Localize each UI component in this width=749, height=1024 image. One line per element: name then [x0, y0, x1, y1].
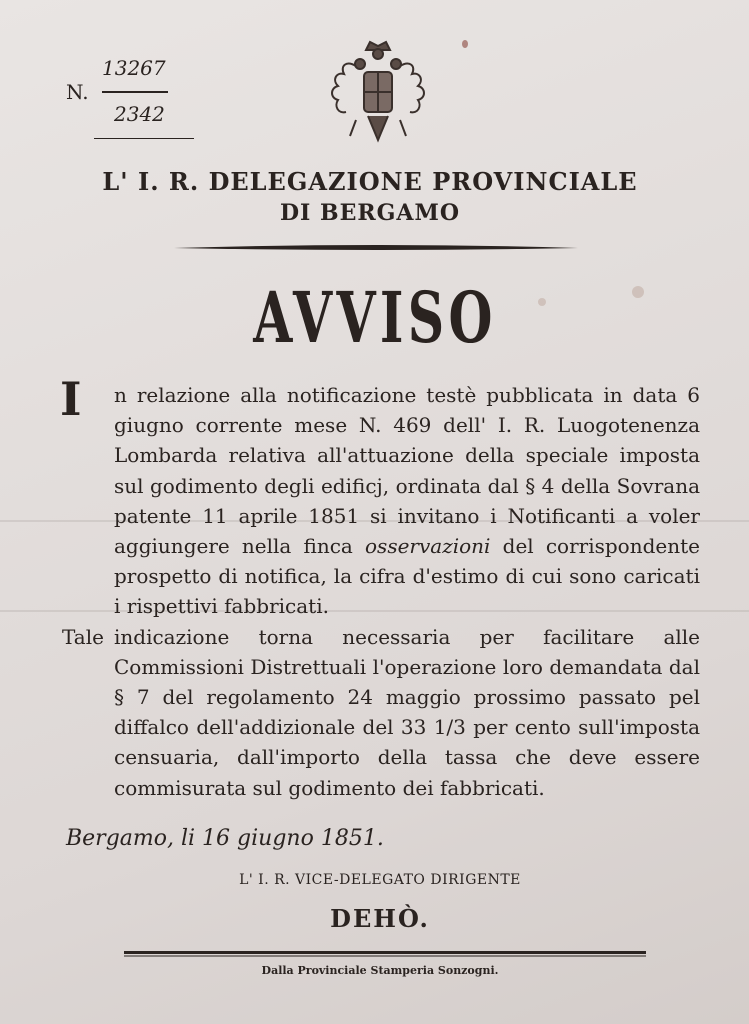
reference-denominator: 2342 [114, 102, 165, 126]
paragraph-2-lead: Tale [62, 624, 104, 649]
reference-prefix: N. [66, 80, 89, 104]
paragraph-1-end: del corrispondente prospetto di notifica, la cifra d'estimo di cui sono caricati i rispettivi fabbricati. [114, 534, 700, 619]
reference-underline [94, 138, 194, 139]
notice-body [60, 372, 700, 803]
issuing-authority [40, 166, 700, 228]
paragraph-2 [60, 622, 700, 803]
paper-stain [462, 40, 468, 48]
printer-imprint: Dalla Provinciale Stamperia Sonzogni. [261, 964, 499, 977]
paragraph-1-italic: osservazioni [365, 534, 491, 559]
reference-number [66, 56, 196, 146]
reference-fraction-rule [102, 91, 168, 93]
header-line-2: DI BERGAMO [279, 200, 461, 226]
paragraph-1 [60, 372, 700, 622]
header-ornamental-rule [172, 243, 580, 253]
official-title: L' I. R. VICE-DELEGATO DIRIGENTE [239, 872, 521, 888]
signature-name: DEHÒ. [330, 904, 430, 933]
paragraph-2-text: indicazione torna necessaria per facilitare alle Commissioni Distrettuali l'operazione loro demandata dal § 7 del regolamento 24 maggio prossimo passato pel diffalco dell'addizionale del 33 1/3 per cento sull'imposta censuaria, dall'importo della tassa che deve essere commisurata sul godimento dei fabbricati. [114, 624, 700, 800]
paper-stain [632, 286, 644, 298]
double-headed-eagle-crest-icon [326, 36, 430, 152]
reference-numerator: 13267 [102, 56, 166, 80]
drop-cap: I [60, 372, 82, 426]
date-line: Bergamo, li 16 giugno 1851. [66, 826, 384, 851]
header-line-1: L' I. R. DELEGAZIONE PROVINCIALE [102, 167, 638, 196]
paragraph-1-text: n relazione alla notificazione testè pubblicata in data 6 giugno corrente mese N. 469 dell' I. R. Luogotenenza Lombarda relativa all'attuazione della speciale imposta sul godimento degli edificj, ordinata dal § 4 della Sovrana patente 11 aprile 1851 si invitano i Notificanti a voler aggiungere nella finca [114, 383, 700, 559]
bottom-double-rule [124, 951, 646, 957]
page-title: AVVISO [253, 276, 497, 359]
